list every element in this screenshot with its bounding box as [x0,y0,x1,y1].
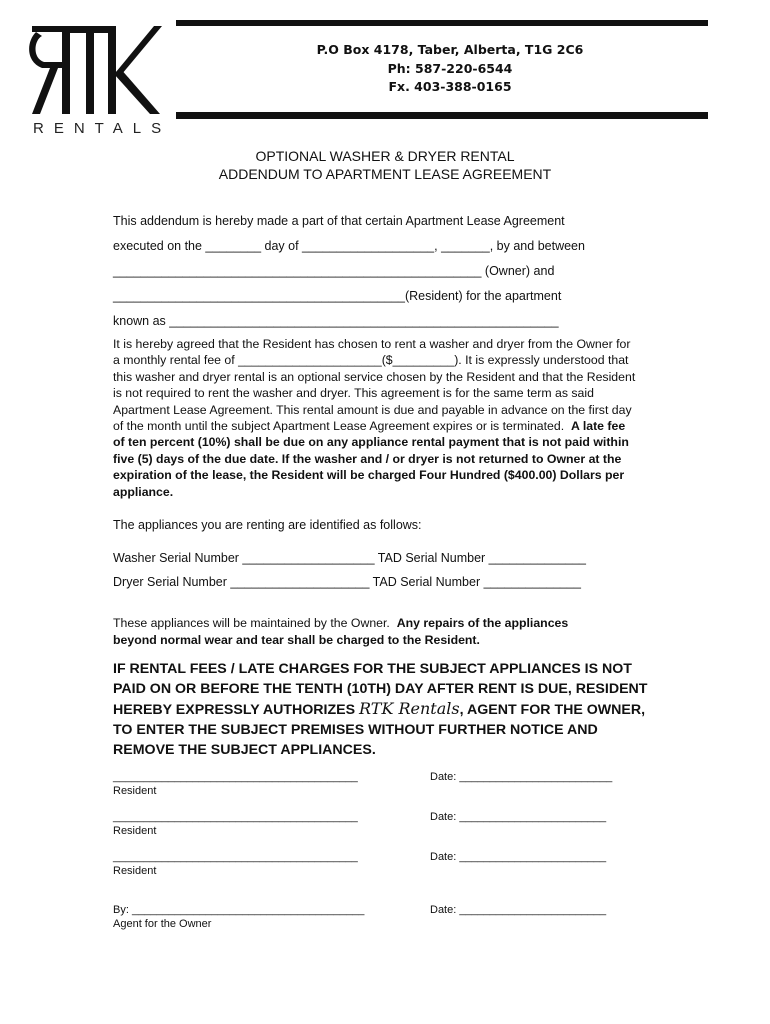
logo-subtitle: RENTALS [33,120,172,137]
resident-signature-line-1[interactable]: ________________________________________ [113,771,358,783]
appliances-intro: The appliances you are renting are identified as follows: [113,518,422,532]
resident-signature-line-3[interactable]: ________________________________________ [113,851,358,863]
repairs-text: Any repairs of the appliances [396,616,569,630]
agreement-line: Apartment Lease Agreement. This rental amount is due and payable in advance on the first day [113,402,632,417]
notice-text: , AGENT FOR THE OWNER, [459,702,646,718]
resident-label: Resident [113,865,157,877]
notice-line [113,699,713,720]
address: P.O Box 4178, Taber, Alberta, T1G 2C6 [316,42,584,57]
company-name: RTK Rentals [359,699,460,718]
late-fee-text: A late fee [570,419,626,434]
late-fee-text: appliance. [113,484,174,499]
agreement-line: It is hereby agreed that the Resident has chosen to rent a washer and dryer from the Owner for [113,337,631,351]
document-title-line1: OPTIONAL WASHER & DRYER RENTAL [255,148,515,164]
repairs-text: beyond normal wear and tear shall be charged to the Resident. [113,632,480,647]
document-title-line2: ADDENDUM TO APARTMENT LEASE AGREEMENT [218,166,552,182]
washer-serial-line: Washer Serial Number ___________________ TAD Serial Number ______________ [113,551,587,565]
notice-paragraph [113,659,713,760]
intro-line-1: This addendum is hereby made a part of that certain Apartment Lease Agreement [113,214,565,228]
rtk-logo [28,18,163,118]
intro-line-4: __________________________________________(Resident) for the apartment [113,289,562,303]
agent-label: Agent for the Owner [113,918,212,930]
owner-agent-signature-line[interactable]: By: ______________________________________ [113,904,365,916]
dryer-serial-line: Dryer Serial Number ____________________ TAD Serial Number ______________ [113,575,581,589]
agreement-line [113,451,703,467]
maintenance-text: These appliances will be maintained by the Owner. [113,616,390,630]
date-line-3[interactable]: Date: ________________________ [430,851,607,863]
agreement-line [113,418,703,434]
header-bottom-bar [176,112,708,119]
notice-line: REMOVE THE SUBJECT APPLIANCES. [113,742,376,758]
agreement-line: a monthly rental fee of _____________________($_________). It is expressly understood that [113,353,629,368]
fax: Fx. 403-388-0165 [388,79,512,94]
agreement-line [113,484,703,500]
maintenance-line [113,615,703,632]
date-line-4[interactable]: Date: ________________________ [430,904,607,916]
agreement-line: this washer and dryer rental is an optional service chosen by the Resident and that the Resident [113,369,636,384]
agreement-text: of the month until the subject Apartment Lease Agreement expires or is terminated. [113,419,565,434]
maintenance-paragraph [113,615,703,648]
notice-line: PAID ON OR BEFORE THE TENTH (10TH) DAY AFTER RENT IS DUE, RESIDENT [113,681,648,697]
agreement-paragraph [113,336,703,500]
intro-line-5: known as ________________________________________________________ [113,314,559,328]
intro-line-2: executed on the ________ day of ___________________, _______, by and between [113,239,585,253]
late-fee-text: expiration of the lease, the Resident will be charged Four Hundred ($400.00) Dollars per [113,468,625,483]
notice-line: IF RENTAL FEES / LATE CHARGES FOR THE SUBJECT APPLIANCES IS NOT [113,661,632,677]
resident-signature-line-2[interactable]: ________________________________________ [113,811,358,823]
late-fee-text: five (5) days of the due date. If the washer and / or dryer is not returned to Owner at the [113,451,622,466]
agreement-line [113,434,703,450]
maintenance-line [113,632,703,649]
date-line-2[interactable]: Date: ________________________ [430,811,607,823]
notice-text: HEREBY EXPRESSLY AUTHORIZES [113,702,356,718]
late-fee-text: of ten percent (10%) shall be due on any appliance rental payment that is not paid within [113,435,629,450]
resident-label: Resident [113,785,157,797]
resident-label: Resident [113,825,157,837]
intro-line-3: _____________________________________________________ (Owner) and [113,264,555,278]
agreement-line [113,467,703,483]
phone: Ph: 587-220-6544 [387,61,513,76]
agreement-line: is not required to rent the washer and dryer. This agreement is for the same term as said [113,386,594,401]
header-top-bar [176,20,708,26]
date-line-1[interactable]: Date: _________________________ [430,771,613,783]
notice-line: TO ENTER THE SUBJECT PREMISES WITHOUT FURTHER NOTICE AND [113,722,598,738]
